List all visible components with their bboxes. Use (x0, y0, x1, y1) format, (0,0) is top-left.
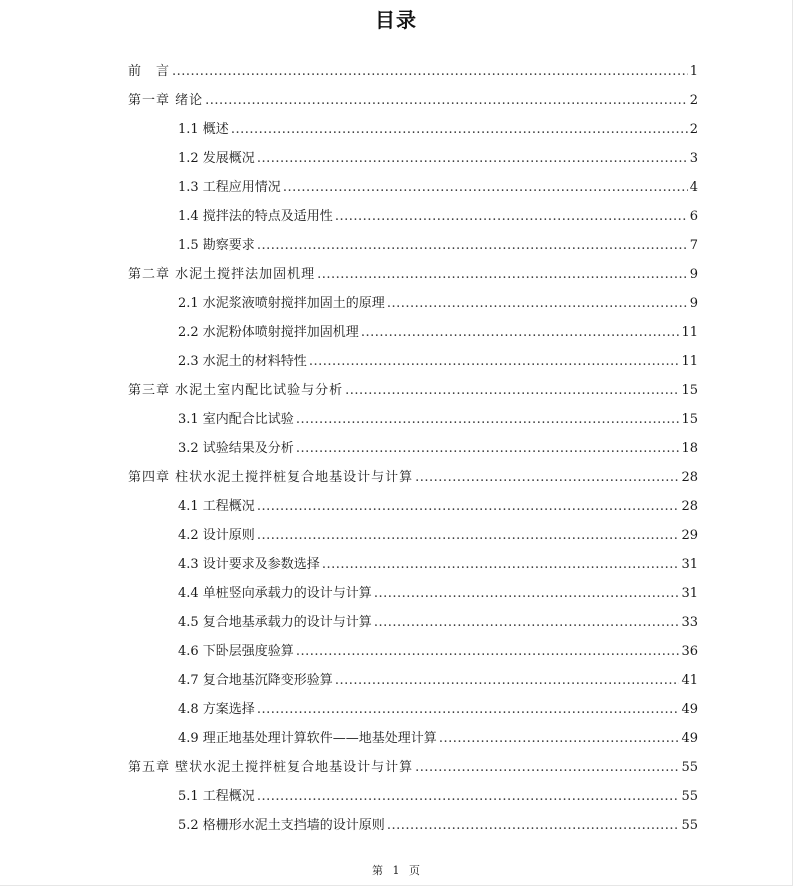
toc-section-entry[interactable] (128, 492, 698, 521)
toc-section-entry[interactable] (128, 782, 698, 811)
toc-page-number: 11 (681, 325, 698, 340)
toc-chapter-entry[interactable] (128, 753, 698, 782)
toc-entry-label: 1.3 工程应用情况 (178, 180, 281, 195)
toc-page-number: 55 (681, 818, 698, 833)
toc-entry-label: 第四章 柱状水泥土搅拌桩复合地基设计与计算 (128, 470, 414, 485)
toc-section-entry[interactable] (128, 550, 698, 579)
toc-entry-label: 1.1 概述 (178, 122, 229, 137)
toc-page-number: 2 (689, 93, 698, 108)
toc-page-number: 36 (681, 644, 698, 659)
toc-leader-dots (257, 231, 688, 260)
toc-entry-label: 3.2 试验结果及分析 (178, 441, 294, 456)
toc-leader-dots (374, 608, 680, 637)
toc-leader-dots (296, 405, 680, 434)
toc-section-entry[interactable] (128, 289, 698, 318)
toc-page-number: 15 (681, 412, 698, 427)
toc-leader-dots (257, 695, 680, 724)
toc-leader-dots (374, 579, 680, 608)
toc-page-number: 1 (689, 64, 698, 79)
toc-page-number: 3 (689, 151, 698, 166)
toc-entry-label: 3.1 室内配合比试验 (178, 412, 294, 427)
toc-page-number: 9 (689, 267, 698, 282)
toc-entry-label: 5.1 工程概况 (178, 789, 255, 804)
toc-entry-label: 1.4 搅拌法的特点及适用性 (178, 209, 333, 224)
toc-section-entry[interactable] (128, 318, 698, 347)
toc-page-number: 4 (689, 180, 698, 195)
toc-page-number: 29 (681, 528, 698, 543)
toc-section-entry[interactable] (128, 811, 698, 840)
toc-leader-dots (296, 434, 680, 463)
toc-chapter-entry[interactable] (128, 57, 698, 86)
toc-section-entry[interactable] (128, 202, 698, 231)
toc-page-number: 15 (681, 383, 698, 398)
toc-entry-label: 4.7 复合地基沉降变形验算 (178, 673, 333, 688)
toc-page-number: 28 (681, 470, 698, 485)
toc-section-entry[interactable] (128, 434, 698, 463)
toc-page-number: 9 (689, 296, 698, 311)
toc-entry-label: 第二章 水泥土搅拌法加固机理 (128, 267, 316, 282)
toc-leader-dots (439, 724, 680, 753)
toc-entry-label: 4.5 复合地基承载力的设计与计算 (178, 615, 372, 630)
toc-leader-dots (257, 782, 680, 811)
toc-leader-dots (387, 811, 680, 840)
toc-section-entry[interactable] (128, 579, 698, 608)
toc-page-number: 49 (681, 702, 698, 717)
toc-leader-dots (231, 115, 688, 144)
toc-entry-label: 5.2 格栅形水泥土支挡墙的设计原则 (178, 818, 385, 833)
toc-leader-dots (335, 666, 680, 695)
toc-entry-label: 2.2 水泥粉体喷射搅拌加固机理 (178, 325, 359, 340)
toc-section-entry[interactable] (128, 608, 698, 637)
toc-leader-dots (322, 550, 680, 579)
toc-entry-label: 1.2 发展概况 (178, 151, 255, 166)
toc-entry-label: 第五章 壁状水泥土搅拌桩复合地基设计与计算 (128, 760, 414, 775)
toc-section-entry[interactable] (128, 144, 698, 173)
toc-entry-label: 4.3 设计要求及参数选择 (178, 557, 320, 572)
toc-leader-dots (172, 57, 688, 86)
toc-page-number: 7 (689, 238, 698, 253)
toc-leader-dots (283, 173, 688, 202)
toc-entry-label: 1.5 勘察要求 (178, 238, 255, 253)
toc-leader-dots (415, 753, 679, 782)
toc-entry-label: 4.6 下卧层强度验算 (178, 644, 294, 659)
toc-entry-label: 2.3 水泥土的材料特性 (178, 354, 307, 369)
toc-page-number: 18 (681, 441, 698, 456)
toc-section-entry[interactable] (128, 724, 698, 753)
toc-entry-label: 4.4 单桩竖向承载力的设计与计算 (178, 586, 372, 601)
toc-leader-dots (415, 463, 679, 492)
toc-chapter-entry[interactable] (128, 260, 698, 289)
toc-section-entry[interactable] (128, 231, 698, 260)
toc-entry-label: 第一章 绪论 (128, 93, 204, 108)
toc-entry-label: 4.2 设计原则 (178, 528, 255, 543)
toc-section-entry[interactable] (128, 637, 698, 666)
toc-page-number: 31 (681, 557, 698, 572)
toc-entry-label: 2.1 水泥浆液喷射搅拌加固土的原理 (178, 296, 385, 311)
toc-leader-dots (296, 637, 680, 666)
toc-entry-label: 4.9 理正地基处理计算软件——地基处理计算 (178, 731, 437, 746)
toc-page-number: 41 (681, 673, 698, 688)
page-title: 目录 (375, 8, 417, 32)
toc-section-entry[interactable] (128, 115, 698, 144)
toc-leader-dots (257, 521, 680, 550)
toc-entry-label: 4.8 方案选择 (178, 702, 255, 717)
toc-page-number: 55 (681, 789, 698, 804)
toc-leader-dots (205, 86, 688, 115)
toc-section-entry[interactable] (128, 173, 698, 202)
toc-entry-label: 前 言 (128, 64, 171, 79)
toc-leader-dots (257, 492, 680, 521)
table-of-contents (128, 57, 698, 840)
toc-leader-dots (345, 376, 679, 405)
toc-leader-dots (309, 347, 680, 376)
toc-page-number: 28 (681, 499, 698, 514)
toc-entry-label: 第三章 水泥土室内配比试验与分析 (128, 383, 344, 398)
toc-leader-dots (387, 289, 688, 318)
toc-section-entry[interactable] (128, 695, 698, 724)
toc-section-entry[interactable] (128, 405, 698, 434)
toc-section-entry[interactable] (128, 666, 698, 695)
toc-chapter-entry[interactable] (128, 463, 698, 492)
toc-chapter-entry[interactable] (128, 376, 698, 405)
toc-page-number: 11 (681, 354, 698, 369)
toc-page-number: 33 (681, 615, 698, 630)
toc-leader-dots (257, 144, 688, 173)
toc-leader-dots (361, 318, 680, 347)
toc-page-number: 2 (689, 122, 698, 137)
toc-page-number: 49 (681, 731, 698, 746)
toc-page-number: 55 (681, 760, 698, 775)
toc-leader-dots (317, 260, 688, 289)
page-footer: 第 1 页 (372, 864, 420, 877)
toc-section-entry[interactable] (128, 521, 698, 550)
toc-chapter-entry[interactable] (128, 86, 698, 115)
toc-page-number: 31 (681, 586, 698, 601)
toc-section-entry[interactable] (128, 347, 698, 376)
toc-page-number: 6 (689, 209, 698, 224)
toc-entry-label: 4.1 工程概况 (178, 499, 255, 514)
toc-leader-dots (335, 202, 688, 231)
